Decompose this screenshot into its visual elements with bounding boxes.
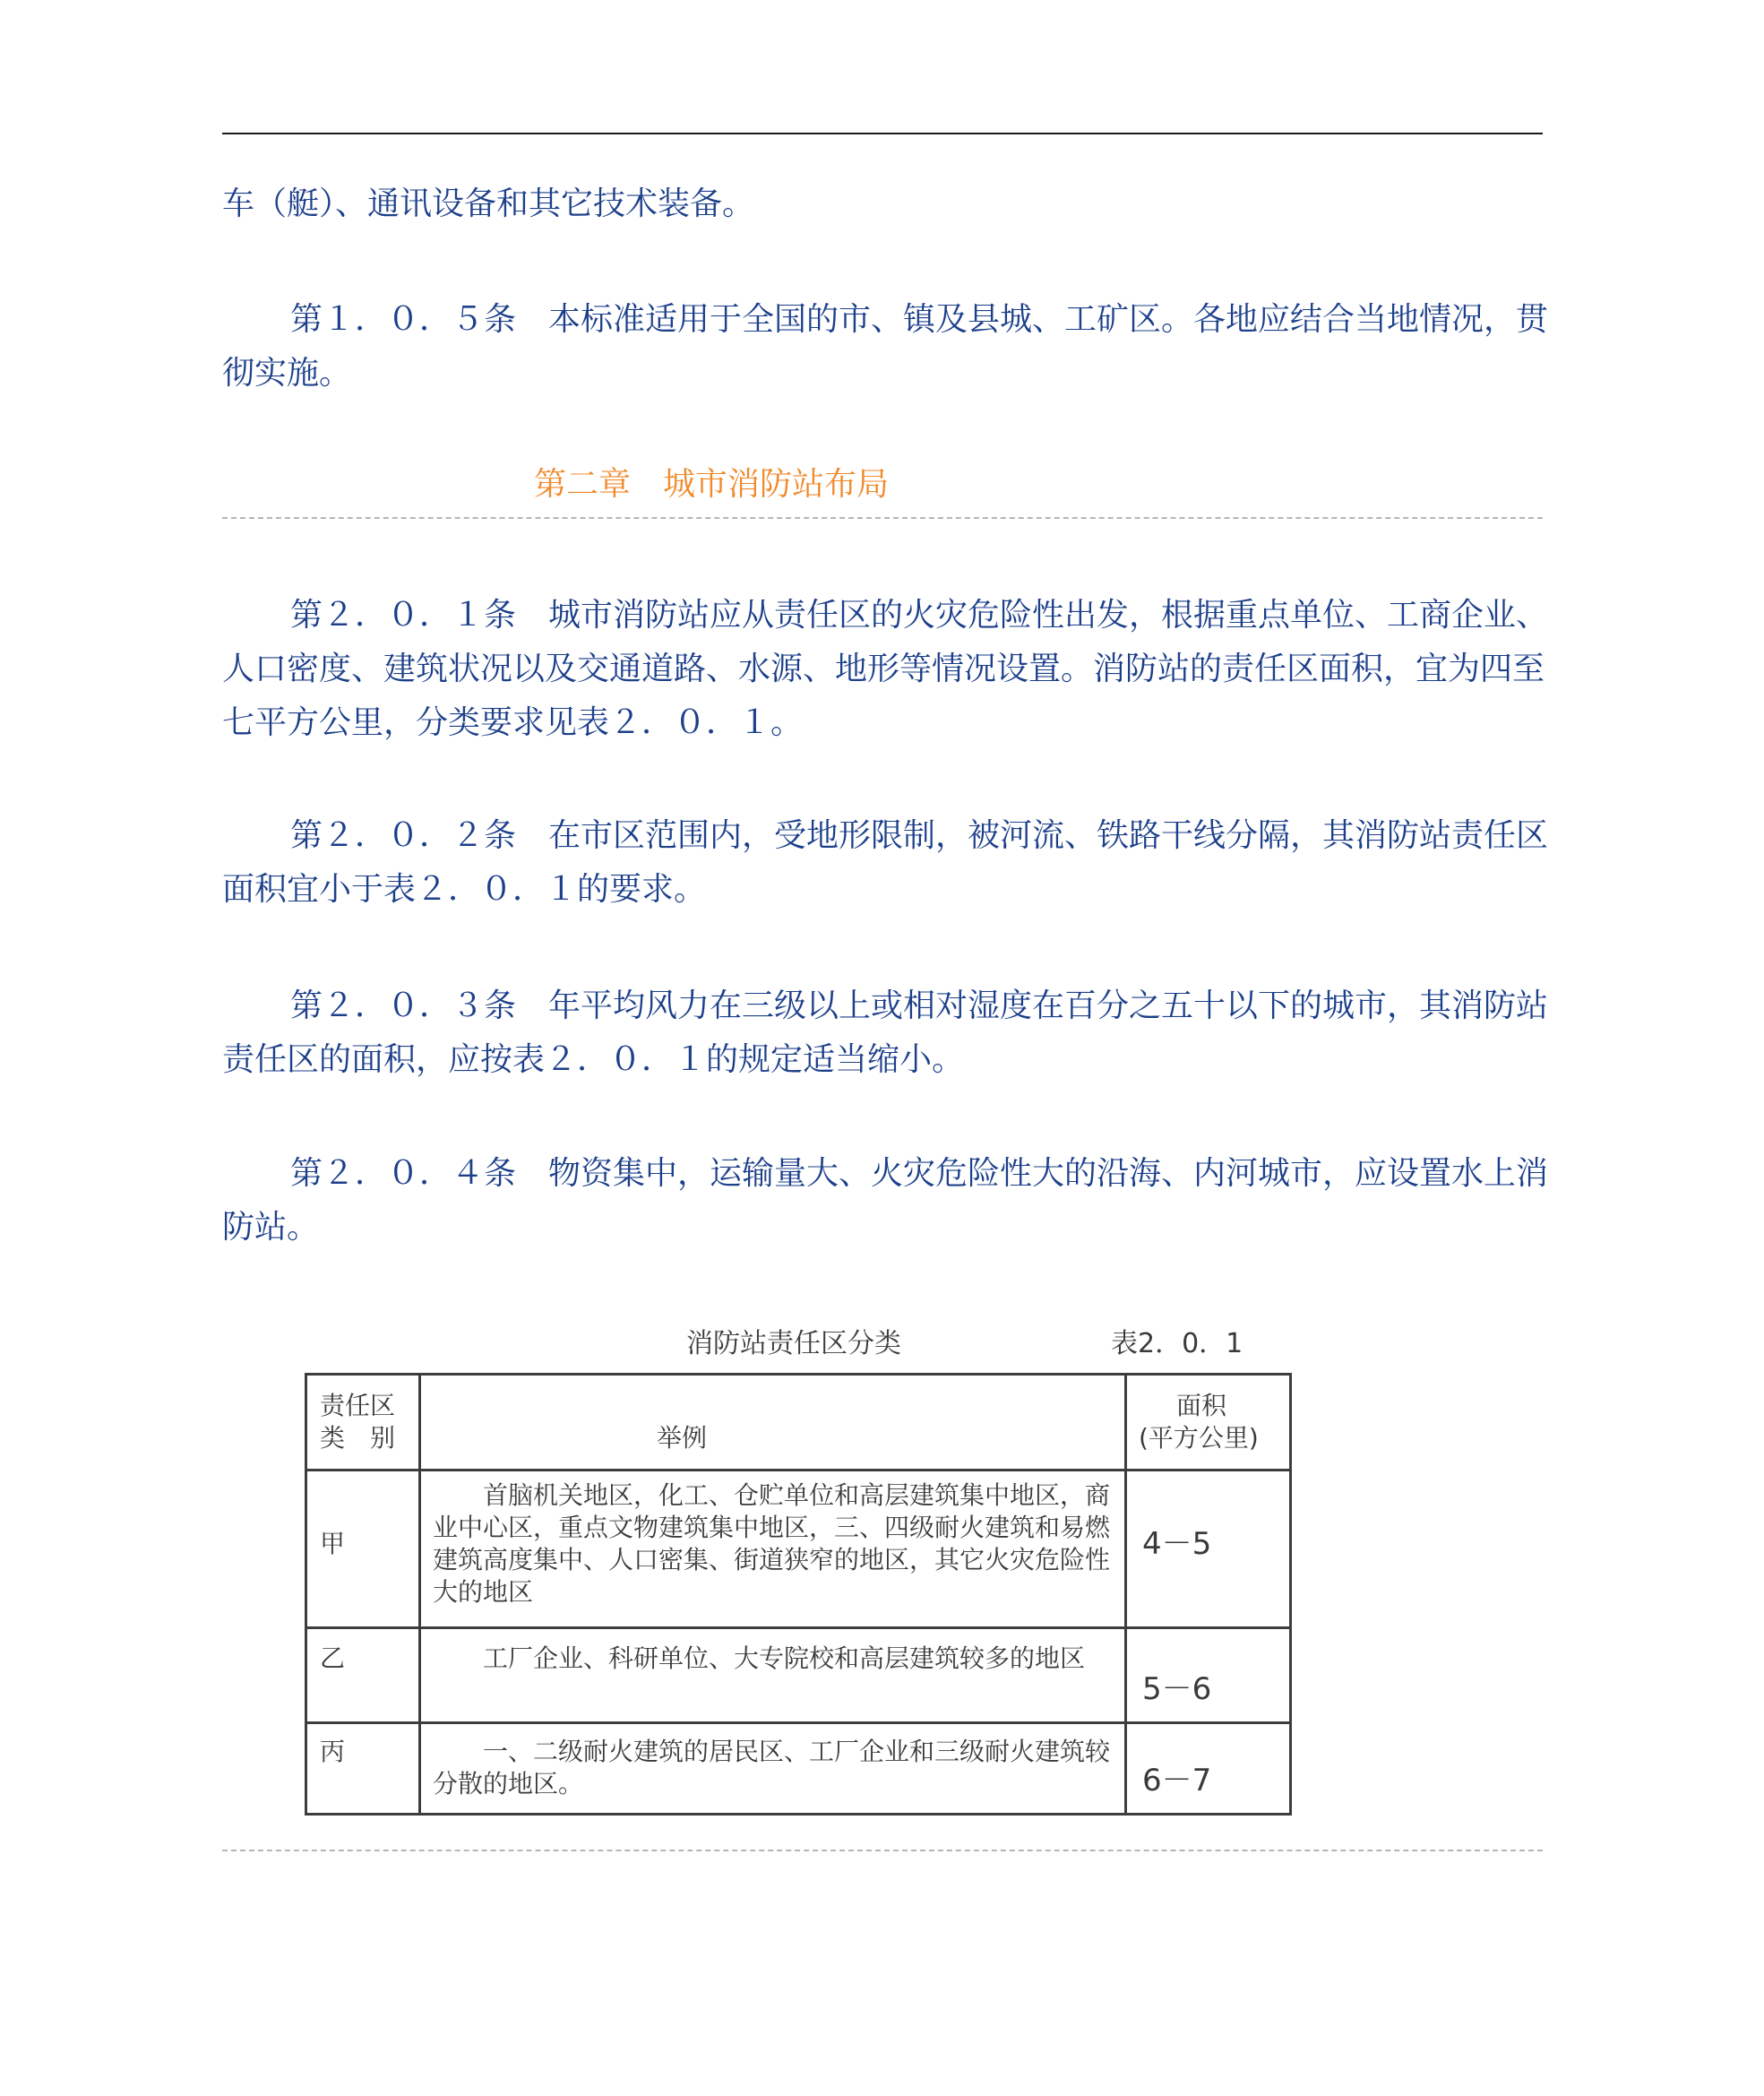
row-category: 甲 <box>320 1529 346 1558</box>
header-area-line2: (平方公里) <box>1139 1423 1259 1453</box>
row-area: 4－5 <box>1142 1526 1212 1562</box>
chapter-divider <box>222 517 1543 519</box>
header-area-line1: 面积 <box>1176 1391 1227 1420</box>
paragraph-article-2-0-3: 第２．０．３条 年平均风力在三级以上或相对湿度在百分之五十以下的城市，其消防站责任区的面积，应按表２．０．１的规定适当缩小。 <box>222 988 1549 1078</box>
table-row-divider <box>307 1469 1289 1471</box>
row-example: 首脑机关地区，化工、仓贮单位和高层建筑集中地区，商业中心区，重点文物建筑集中地区，三、四级耐火建筑和易燃建筑高度集中、人口密集、街道狭窄的地区，其它火灾危险性大的地区 <box>433 1480 1111 1607</box>
paragraph-article-2-0-4: 第２．０．４条 物资集中，运输量大、火灾危险性大的沿海、内河城市，应设置水上消防站。 <box>222 1155 1549 1246</box>
paragraph-continuation: 车（艇）、通讯设备和其它技术装备。 <box>222 185 755 222</box>
paragraph-article-2-0-1: 第２．０．１条 城市消防站应从责任区的火灾危险性出发，根据重点单位、工商企业、人口密度、建筑状况以及交通道路、水源、地形等情况设置。消防站的责任区面积，宜为四至七平方公里，分类要求见表２．０．１。 <box>222 597 1549 741</box>
header-example: 举例 <box>657 1423 708 1453</box>
paragraph-article-1-0-5: 第１．０．５条 本标准适用于全国的市、镇及县城、工矿区。各地应结合当地情况，贯彻实施。 <box>222 301 1549 392</box>
header-rule <box>222 133 1543 134</box>
table-caption: 消防站责任区分类 <box>686 1328 901 1359</box>
table-row-divider <box>307 1626 1289 1629</box>
table-row-divider <box>307 1721 1289 1724</box>
row-area: 6－7 <box>1142 1763 1212 1798</box>
row-category: 丙 <box>320 1737 346 1766</box>
chapter-title: 第二章 城市消防站布局 <box>534 466 890 503</box>
row-example: 一、二级耐火建筑的居民区、工厂企业和三级耐火建筑较分散的地区。 <box>433 1737 1111 1798</box>
header-category-line2: 类 别 <box>320 1423 396 1453</box>
table-col-divider <box>418 1376 421 1813</box>
station-area-table-figure <box>305 1315 1297 1823</box>
table-number: 表2．0．1 <box>1111 1328 1243 1359</box>
row-category: 乙 <box>320 1643 346 1673</box>
paragraph-article-2-0-2: 第２．０．２条 在市区范围内，受地形限制，被河流、铁路干线分隔，其消防站责任区面积宜小于表２．０．１的要求。 <box>222 817 1549 908</box>
station-area-table <box>305 1373 1292 1816</box>
table-col-divider <box>1124 1376 1127 1813</box>
row-area: 5－6 <box>1142 1671 1212 1707</box>
footer-divider <box>222 1850 1543 1851</box>
row-example: 工厂企业、科研单位、大专院校和高层建筑较多的地区 <box>483 1643 1086 1673</box>
header-category-line1: 责任区 <box>320 1391 396 1420</box>
